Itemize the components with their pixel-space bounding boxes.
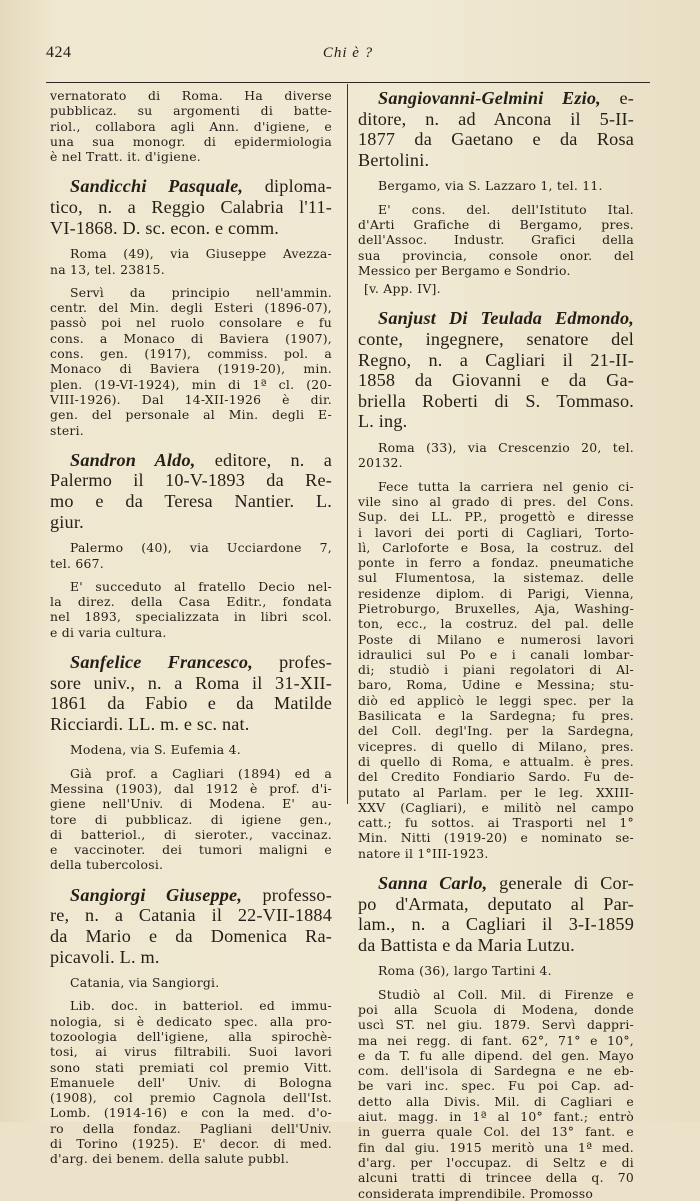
biography-line: ro della fondaz. Pagliani dell'Univ. (50, 1120, 332, 1136)
left-column (50, 88, 332, 1167)
continuation-line: vernatorato di Roma. Ha diverse (50, 88, 332, 103)
entry-heading-line: 1861 da Fabio e da Matilde (50, 693, 332, 714)
biography-line: e vaccinoter. dei tumori maligni e (50, 842, 332, 858)
entry-heading-line: briella Roberti di S. Tommaso. (358, 390, 634, 411)
address-line: Roma (36), largo Tartini 4. (378, 963, 552, 979)
entry-biography (358, 987, 634, 1201)
heading-text: editore, n. a (195, 449, 332, 470)
biography-entry (50, 885, 332, 1167)
entry-heading-line (50, 176, 332, 197)
entry-address (358, 963, 634, 978)
biography-line: diò ed applicò le leggi spec. per la (358, 692, 634, 708)
biography-line: E' succeduto al fratello Decio nel- (70, 578, 332, 594)
right-column (358, 88, 634, 1201)
biography-line: detto alla Divis. Mil. di Cagliari e (358, 1093, 634, 1109)
heading-text: profes- (252, 651, 333, 672)
person-name: Sandron Aldo, (70, 449, 196, 470)
biography-line: di Torino (1925). E' decor. di med. (50, 1136, 332, 1152)
address-line: na 13, tel. 23815. (50, 261, 165, 277)
biography-line: cons. gen. (1917), commiss. pol. a (50, 346, 332, 362)
biography-line: plen. (19-VI-1924), min di 1ª cl. (20- (50, 376, 332, 392)
person-name: Sangiorgi Giuseppe, (70, 884, 243, 905)
biography-line: vile sino al grado di pres. del Cons. (358, 493, 634, 509)
address-line: Catania, via Sangiorgi. (70, 975, 220, 991)
person-name: Sanjust Di Teulada Edmondo, (378, 308, 634, 329)
entry-heading-line: lam., n. a Cagliari il 3-I-1859 (358, 914, 634, 935)
entry-address (50, 540, 332, 571)
entry-biography (50, 285, 332, 438)
entry-heading-line: Palermo il 10-V-1893 da Re- (50, 470, 332, 491)
biography-line: in guerra quale Col. del 13° fant. e (358, 1124, 634, 1140)
entry-heading-line: mo e da Teresa Nantier. L. (50, 491, 332, 512)
biography-entry (358, 308, 634, 861)
biography-line: lì, Carloforte e Bosa, la costruz. del (358, 539, 634, 555)
entry-heading-line: ditore, n. ad Ancona il 5-II- (358, 108, 634, 129)
person-name: Sangiovanni-Gelmini Ezio, (378, 88, 601, 108)
entry-heading-line (50, 652, 332, 673)
address-line: Roma (49), via Giuseppe Avezza- (70, 246, 332, 262)
biography-line: d'arg. per l'occupaz. di Seltz e di (358, 1154, 634, 1170)
entry-heading-line (358, 308, 634, 329)
biography-line: Min. Nitti (1919-20) e nominato se- (358, 830, 634, 846)
biography-line: di; studiò i piani regolatori di Al- (358, 662, 634, 678)
biography-entry (50, 450, 332, 640)
biography-line: di quello di Roma, e attualm. è pres. (358, 753, 634, 769)
biography-line: baro, Roma, Udine e Messina; stu- (358, 677, 634, 693)
continuation-line: una sua monogr. di epidermiologia (50, 133, 332, 149)
biography-line: be vari inc. spec. Fu poi Cap. ad- (358, 1078, 634, 1094)
entry-address (358, 440, 634, 471)
entry-heading-line: sore univ., n. a Roma il 31-XII- (50, 672, 332, 693)
biography-line: (1908), col premio Cagnola dell'Ist. (50, 1090, 332, 1106)
heading-text: e- (600, 88, 634, 108)
biography-line: Lib. doc. in batteriol. ed immu- (70, 998, 332, 1014)
address-line: Bergamo, via S. Lazzaro 1, tel. 11. (378, 178, 603, 194)
address-line: Roma (33), via Crescenzio 20, tel. (378, 440, 634, 456)
biography-line: Messina (1903), dal 1912 è prof. d'i- (50, 780, 332, 796)
biography-line: Pietroburgo, Bruxelles, Aja, Washing- (358, 600, 634, 616)
entry-heading-line: po d'Armata, deputato al Par- (358, 893, 634, 914)
biography-line: steri. (50, 422, 84, 438)
entry-heading-line: conte, ingegnere, senatore del (358, 329, 634, 350)
biography-line: Studiò al Coll. Mil. di Firenze e (378, 986, 634, 1002)
biography-line: VIII-1926). Dal 14-XII-1926 è dir. (50, 391, 332, 407)
biography-line: tosi, ai virus filtrabili. Suoi lavori (50, 1044, 332, 1060)
continuation-line: pubblicaz. su argomenti di batte- (50, 103, 332, 119)
biography-line: Basilicata e la Sardegna; fu pres. (358, 708, 634, 724)
biography-line: Sup. dei LL. PP., progettò e diresse (358, 509, 634, 525)
biography-entry (358, 873, 634, 1201)
biography-line: cons. a Monaco di Baviera (1907), (50, 330, 332, 346)
entry-heading-line: 1877 da Gaetano e da Rosa (358, 129, 634, 150)
entry-heading-line: da Battista e da Maria Lutzu. (358, 934, 575, 955)
entry-heading-line: Regno, n. a Cagliari il 21-II- (358, 349, 634, 370)
person-name: Sanfelice Francesco, (70, 651, 253, 672)
entry-biography (358, 479, 634, 861)
address-line: Palermo (40), via Ucciardone 7, (70, 540, 332, 556)
biography-line: com. dell'isola di Sardegna e ne eb- (358, 1063, 634, 1079)
continuation-line: riol., collabora agli Ann. d'igiene, e (50, 118, 332, 134)
entry-heading-line (358, 88, 634, 109)
entry-biography (358, 202, 634, 278)
heading-text: generale di Cor- (487, 873, 634, 894)
biography-line: Poste di Milano e numerosi lavori (358, 631, 634, 647)
person-name: Sandicchi Pasquale, (70, 176, 244, 197)
biography-line: sono stati premiati col premio Vitt. (50, 1059, 332, 1075)
entry-heading-line (358, 873, 634, 894)
biography-line: idraulici sul Po e i canali lombar- (358, 646, 634, 662)
biography-line: sul Flumentosa, la sistemaz. delle (358, 570, 634, 586)
continued-entry-text (50, 88, 332, 164)
biography-line: e da T. fu alle dipend. del gen. Mayo (358, 1047, 634, 1063)
biography-line: tore di pubblicaz. di igiene gen., (50, 811, 332, 827)
biography-entry (50, 652, 332, 873)
biography-line: d'arg. dei benem. della salute pubbl. (50, 1151, 290, 1167)
biography-line: Già prof. a Cagliari (1894) ed a (70, 765, 332, 781)
biography-line: centr. del Min. degli Esteri (1896-07), (50, 300, 332, 316)
biography-line: della tubercolosi. (50, 857, 164, 873)
biography-line: passò poi nel ruolo consolare e fu (50, 315, 332, 331)
biography-line: gen. del personale al Min. degli E- (50, 407, 332, 423)
biography-line: Messico per Bergamo e Sondrio. (358, 262, 571, 278)
entry-heading-line: tico, n. a Reggio Calabria l'11- (50, 197, 332, 218)
biography-entry (50, 176, 332, 437)
biography-line: alcuni tratti di trincee della q. 70 (358, 1170, 634, 1186)
biography-line: Lomb. (1914-16) e con la med. d'o- (50, 1105, 332, 1121)
entry-address (358, 178, 634, 193)
biography-line: i lavori dei porti di Cagliari, Torto- (358, 524, 634, 540)
biography-line: natore il 1°III-1923. (358, 845, 489, 861)
biography-line: considerata imprendibile. Promosso (358, 1185, 594, 1201)
biography-line: del Coll. degl'Ing. per la Sardegna, (358, 723, 634, 739)
entry-address (50, 975, 332, 990)
biography-line: poi alla Scuola di Modena, donde (358, 1002, 634, 1017)
biography-line: Emanuele dell' Univ. di Bologna (50, 1074, 332, 1090)
column-divider (347, 84, 348, 804)
biography-line: di batteriol., di sieroter., vaccinaz. (50, 826, 332, 842)
biography-line: giene nell'Univ. di Modena. E' au- (50, 796, 332, 812)
entry-biography (50, 766, 332, 873)
person-name: Sanna Carlo, (378, 873, 488, 894)
header-rule (46, 82, 650, 83)
entry-heading-line: 1858 da Giovanni e da Ga- (358, 370, 634, 391)
biography-line: ponte in ferro a fondaz. pneumatiche (358, 555, 634, 571)
biography-line: Servì da principio nell'ammin. (70, 284, 332, 300)
biography-line: nel 1893, specializzata in libri scol. (50, 609, 332, 625)
see-also-reference: [v. App. IV]. (364, 281, 441, 297)
address-line: Modena, via S. Eufemia 4. (70, 742, 241, 758)
biography-line: sua provincia, console onor. del (358, 247, 634, 263)
heading-text: professo- (242, 884, 332, 905)
entry-heading-line: picavoli. L. m. (50, 946, 160, 967)
entry-address (50, 246, 332, 277)
entry-heading-line: da Mario e da Domenica Ra- (50, 925, 332, 946)
address-line: 20132. (358, 455, 403, 471)
biography-line: ma nei regg. di fant. 62°, 71° e 10°, (358, 1032, 634, 1048)
entry-heading-line: re, n. a Catania il 22-VII-1884 (50, 905, 332, 926)
biography-line: d'Arti Grafiche di Bergamo, pres. (358, 216, 634, 232)
biography-line: del Credito Fondiario Sardo. Fu de- (358, 769, 634, 785)
page-header (46, 44, 650, 70)
entry-heading-line: L. ing. (358, 411, 408, 432)
heading-text: diploma- (243, 176, 332, 197)
biography-line: Fece tutta la carriera nel genio ci- (378, 478, 634, 494)
biography-line: catt.; fu sottos. ai Trasporti nel 1° (358, 815, 634, 831)
biography-line: ton, ecc., la costruz. del pal. delle (358, 616, 634, 632)
biography-line: E' cons. del. dell'Istituto Ital. (378, 201, 634, 217)
entry-address (50, 742, 332, 757)
biography-line: vicepres. di quello di Milano, pres. (358, 738, 634, 754)
running-head: Chi è ? (322, 45, 374, 61)
biography-line: uscì ST. nel giu. 1879. Servì dappri- (358, 1017, 634, 1033)
entry-heading-line: Bertolini. (358, 149, 430, 170)
biography-line: XXV (Cagliari), e militò nel campo (358, 799, 634, 815)
page-number: 424 (46, 44, 72, 61)
entry-heading-line (50, 450, 332, 471)
biography-line: putato al Parlam. per le leg. XXIII- (358, 784, 634, 800)
entry-biography (50, 998, 332, 1166)
entry-heading-line: Ricciardi. LL. m. e sc. nat. (50, 713, 250, 734)
biography-line: aiut. magg. in 1ª al 10° fant.; entrò (358, 1109, 634, 1125)
biography-line: fin dal giu. 1915 meritò una 1ª med. (358, 1139, 634, 1155)
biography-line: Monaco di Baviera (1919-20), min. (50, 361, 332, 377)
biography-line: nologia, si è dedicato spec. alla pro- (50, 1013, 332, 1029)
entry-heading-line: VI-1868. D. sc. econ. e comm. (50, 217, 280, 238)
continuation-line: è nel Tratt. it. d'igiene. (50, 149, 201, 165)
address-line: tel. 667. (50, 555, 104, 571)
entry-heading-line (50, 885, 332, 906)
entry-biography (50, 579, 332, 640)
biography-line: la direz. della Casa Editr., fondata (50, 594, 332, 610)
biography-line: e di varia cultura. (50, 624, 167, 640)
entry-heading-line: giur. (50, 511, 84, 532)
biography-entry (358, 88, 634, 296)
biography-line: dell'Assoc. Industr. Grafici della (358, 232, 634, 248)
biography-line: tozoologia dell'igiene, alla spirochè- (50, 1029, 332, 1044)
biography-line: residenze diplom. di Parigi, Vienna, (358, 585, 634, 601)
